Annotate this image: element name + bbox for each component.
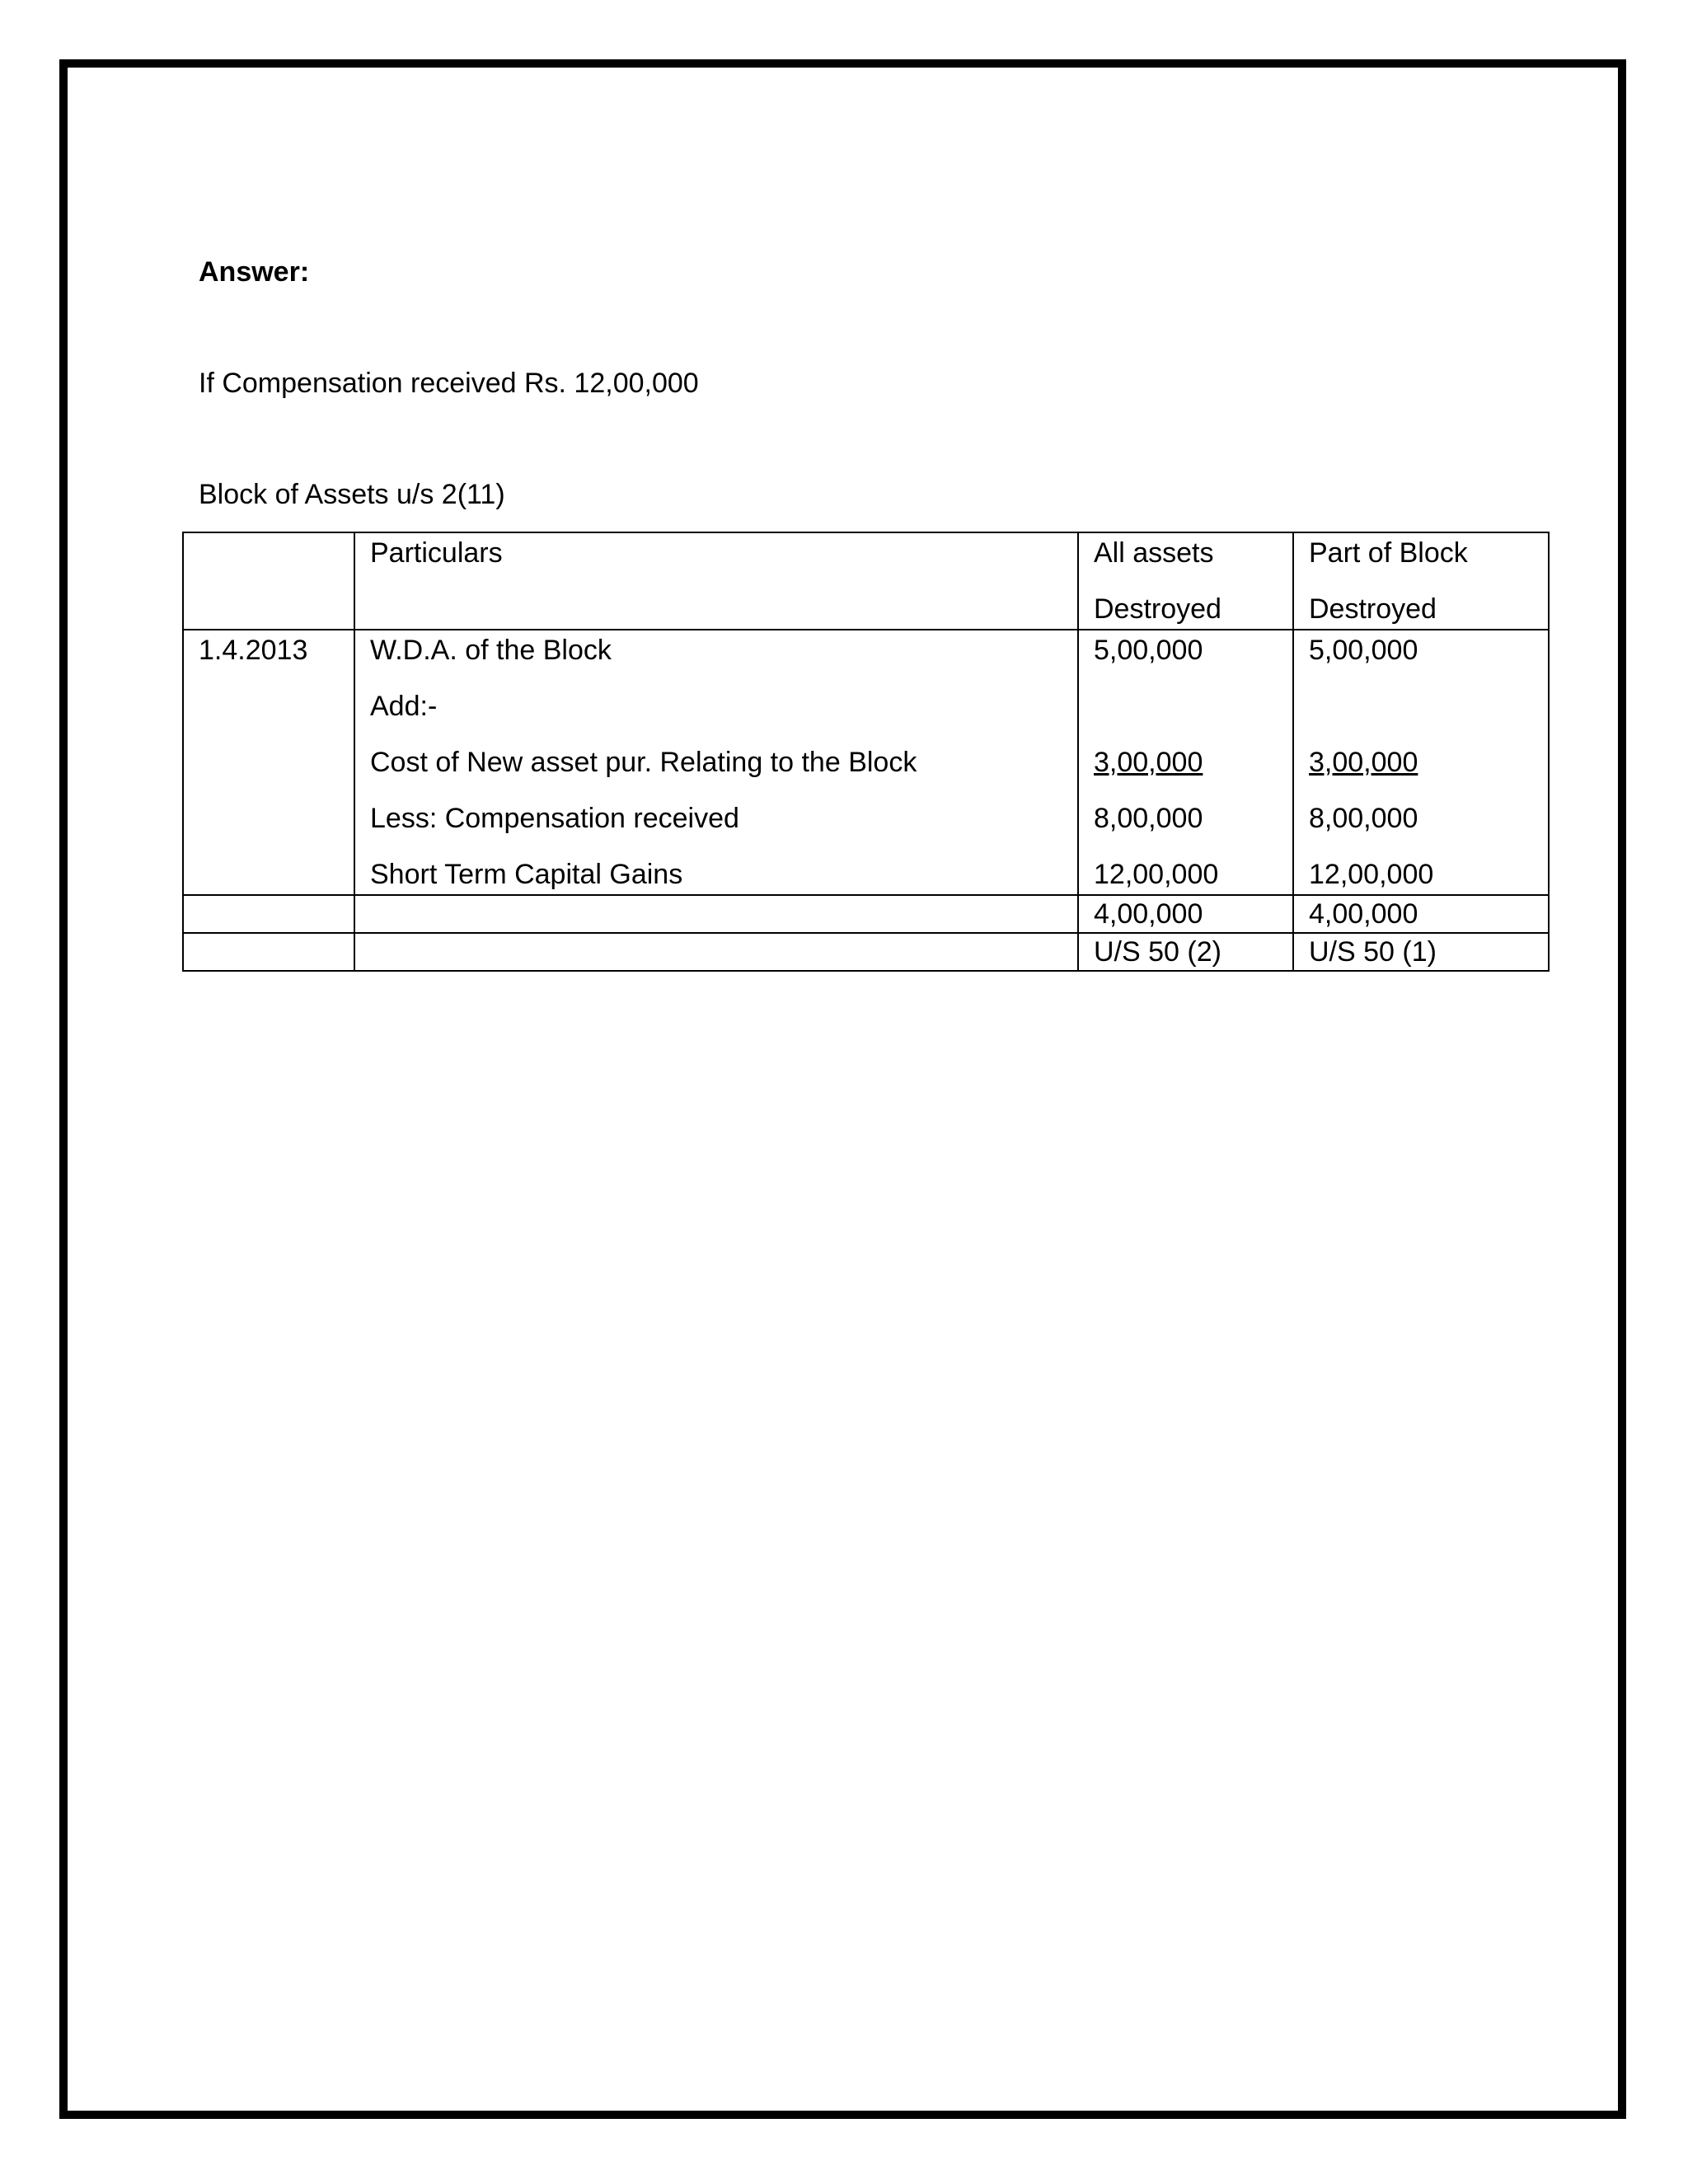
empty-cell (183, 895, 354, 933)
particular-line: Short Term Capital Gains (370, 859, 683, 890)
block-title: Block of Assets u/s 2(11) (199, 479, 505, 510)
answer-heading: Answer: (199, 256, 310, 288)
particular-line: Add:- (370, 691, 438, 722)
table-row-result (183, 895, 1549, 933)
part-block-cell (1293, 630, 1549, 895)
empty-cell (354, 895, 1078, 933)
date-cell (183, 630, 354, 895)
all-assets-cell (1078, 630, 1293, 895)
particular-line: Cost of New asset pur. Relating to the Block (370, 747, 917, 778)
amount-b-underlined: 3,00,000 (1309, 747, 1418, 778)
particulars-cell (354, 630, 1078, 895)
empty-cell (354, 933, 1078, 971)
table-header-row (183, 532, 1549, 630)
amount-a (1094, 687, 1278, 743)
header-particulars-cell (354, 532, 1078, 630)
header-all-assets-line1: All assets (1094, 537, 1214, 569)
table-row (183, 630, 1549, 895)
table-row-section (183, 933, 1549, 971)
amount-a-underlined: 3,00,000 (1094, 747, 1203, 778)
particular-line: Less: Compensation received (370, 803, 739, 834)
amount-b: 8,00,000 (1309, 803, 1418, 834)
header-all-assets-line2: Destroyed (1094, 593, 1221, 625)
amount-b (1309, 687, 1533, 743)
amount-a: 8,00,000 (1094, 803, 1203, 834)
result-a: 4,00,000 (1078, 895, 1293, 933)
particular-line: W.D.A. of the Block (370, 635, 612, 666)
result-b: 4,00,000 (1293, 895, 1549, 933)
section-b: U/S 50 (1) (1293, 933, 1549, 971)
row-date: 1.4.2013 (199, 635, 308, 666)
header-particulars: Particulars (370, 537, 503, 569)
block-of-assets-table (182, 532, 1550, 972)
header-part-block-cell (1293, 532, 1549, 630)
header-date-cell (183, 532, 354, 630)
section-a: U/S 50 (2) (1078, 933, 1293, 971)
amount-b: 12,00,000 (1309, 859, 1434, 890)
empty-cell (183, 933, 354, 971)
header-part-block-line1: Part of Block (1309, 537, 1468, 569)
header-all-assets-cell (1078, 532, 1293, 630)
compensation-line: If Compensation received Rs. 12,00,000 (199, 368, 699, 399)
amount-b: 5,00,000 (1309, 635, 1418, 666)
amount-a: 5,00,000 (1094, 635, 1203, 666)
header-part-block-line2: Destroyed (1309, 593, 1437, 625)
amount-a: 12,00,000 (1094, 859, 1219, 890)
